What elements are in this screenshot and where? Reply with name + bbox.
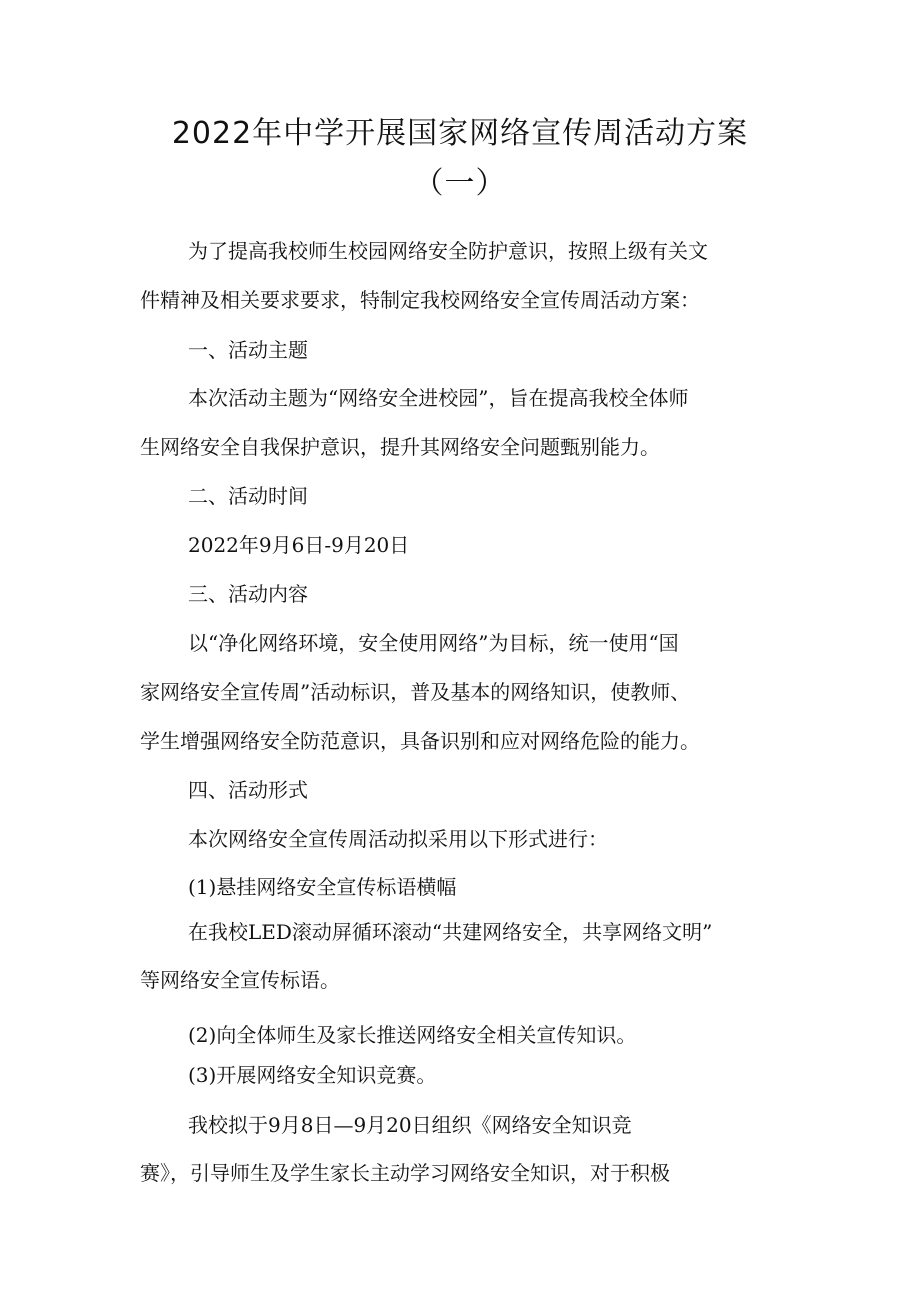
document-title: 2022年中学开展国家网络宣传周活动方案 [171, 116, 749, 151]
paragraph-line: 本次网络安全宣传周活动拟采用以下形式进行： [188, 827, 608, 851]
paragraph-line: 件精神及相关要求要求，特制定我校网络安全宣传周活动方案： [140, 288, 700, 312]
list-item: (2)向全体师生及家长推送网络安全相关宣传知识。 [188, 1023, 637, 1047]
list-item: (3)开展网络安全知识竞赛。 [188, 1063, 437, 1087]
paragraph-line: 2022年9月6日-9月20日 [188, 533, 410, 557]
section-heading-content: 三、活动内容 [188, 582, 308, 606]
section-heading-time: 二、活动时间 [188, 484, 308, 508]
paragraph-line: 等网络安全宣传标语。 [140, 968, 340, 992]
paragraph-line: 赛》，引导师生及学生家长主动学习网络安全知识，对于积极 [140, 1161, 670, 1185]
paragraph-line: 学生增强网络安全防范意识，具备识别和应对网络危险的能力。 [140, 729, 700, 753]
paragraph-line: 我校拟于9月8日—9月20日组织《网络安全知识竞 [188, 1113, 632, 1137]
paragraph-line: 家网络安全宣传周”活动标识，普及基本的网络知识，使教师、 [140, 680, 691, 704]
section-heading-format: 四、活动形式 [188, 778, 308, 802]
list-item: (1)悬挂网络安全宣传标语横幅 [188, 875, 457, 899]
paragraph-line: 为了提高我校师生校园网络安全防护意识，按照上级有关文 [188, 239, 708, 263]
paragraph-line: 本次活动主题为“网络安全进校园”，旨在提高我校全体师 [188, 386, 689, 410]
paragraph-line: 以“净化网络环境，安全使用网络”为目标，统一使用“国 [188, 631, 679, 655]
section-heading-theme: 一、活动主题 [188, 338, 308, 362]
document-title-suffix: （一） [413, 166, 507, 201]
paragraph-line: 在我校LED滚动屏循环滚动“共建网络安全，共享网络文明” [188, 920, 713, 944]
paragraph-line: 生网络安全自我保护意识，提升其网络安全问题甄别能力。 [140, 435, 660, 459]
